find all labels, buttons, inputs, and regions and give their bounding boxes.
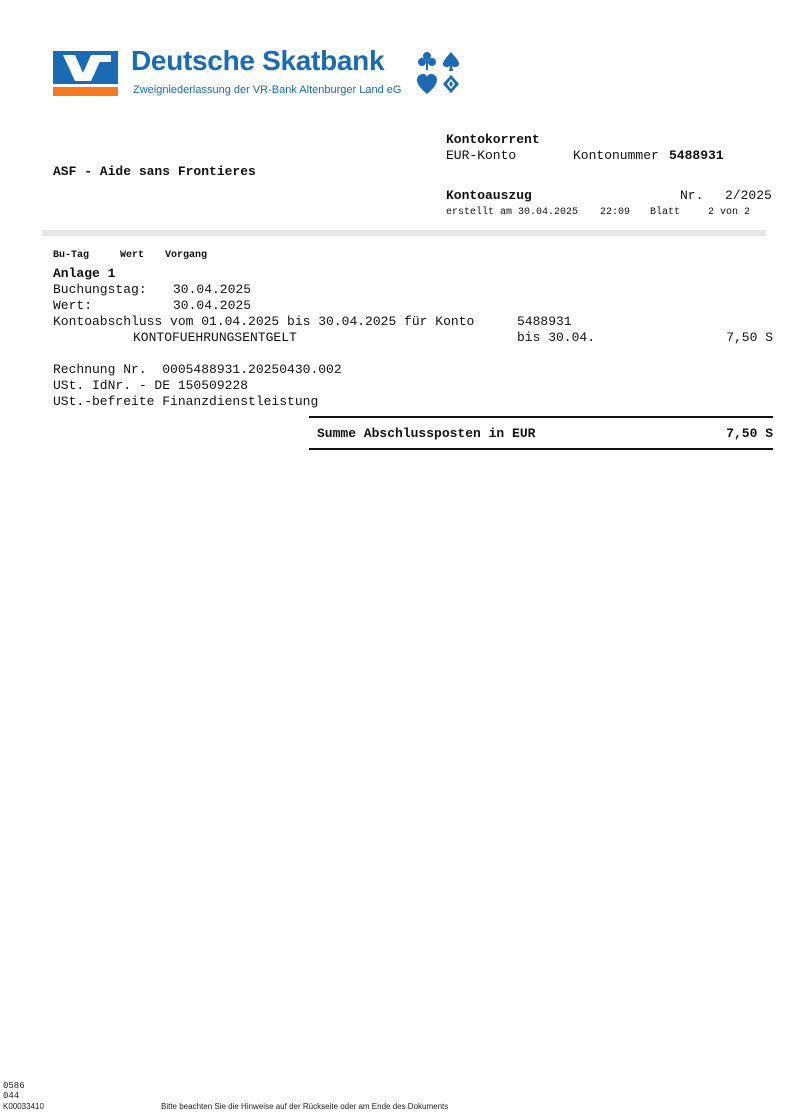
account-type: Kontokorrent [446, 132, 540, 147]
fee-period: bis 30.04. [517, 330, 596, 345]
footer-code-2: 044 [3, 1091, 20, 1101]
sheet-number: 2 von 2 [708, 207, 751, 218]
summary-bottom-rule [309, 448, 773, 450]
card-suits-icon [416, 50, 464, 98]
account-number-label: Kontonummer [573, 148, 659, 163]
value-date: 30.04.2025 [173, 298, 252, 313]
exempt-line: USt.-befreite Finanzdienstleistung [53, 394, 319, 409]
footer-code-1: 0586 [3, 1081, 25, 1091]
statement-time: 22:09 [600, 207, 631, 218]
statement-title: Kontoauszug [446, 188, 532, 203]
vat-line: USt. IdNr. - DE 150509228 [53, 378, 249, 393]
closing-account: 5488931 [517, 314, 572, 329]
column-header-wert: Wert [120, 250, 145, 261]
closing-text: Kontoabschluss vom 01.04.2025 bis 30.04.2025 für Konto [53, 314, 475, 329]
footer-code-3: K00033410 [3, 1102, 44, 1111]
sheet-label: Blatt [650, 207, 681, 218]
footer-notice: Bitte beachten Sie die Hinweise auf der Rückseite oder am Ende des Dokuments [161, 1102, 449, 1111]
header-divider [42, 230, 766, 236]
bank-subtitle: Zweigniederlassung der VR-Bank Altenburger Land eG [133, 84, 402, 96]
booking-date: 30.04.2025 [173, 282, 252, 297]
statement-created: erstellt am 30.04.2025 [446, 207, 579, 218]
column-header-vorgang: Vorgang [165, 250, 208, 261]
bank-name: Deutsche Skatbank [131, 45, 385, 76]
fee-label: KONTOFUEHRUNGSENTGELT [133, 330, 297, 345]
fee-amount: 7,50 S [726, 330, 773, 345]
column-header-butag: Bu-Tag [53, 250, 90, 261]
bank-logo-icon [53, 51, 118, 96]
statement-nr-label: Nr. [680, 188, 704, 203]
value-date-label: Wert: [53, 298, 93, 313]
summary-amount: 7,50 S [726, 426, 773, 441]
invoice-line: Rechnung Nr. 0005488931.20250430.002 [53, 362, 342, 377]
account-number: 5488931 [669, 148, 724, 163]
summary-label: Summe Abschlussposten in EUR [317, 426, 536, 441]
booking-date-label: Buchungstag: [53, 282, 147, 297]
statement-nr: 2/2025 [725, 188, 772, 203]
entry-heading: Anlage 1 [53, 266, 116, 281]
recipient-name: ASF - Aide sans Frontieres [53, 164, 256, 179]
summary-top-rule [309, 416, 773, 418]
account-currency: EUR-Konto [446, 148, 517, 163]
